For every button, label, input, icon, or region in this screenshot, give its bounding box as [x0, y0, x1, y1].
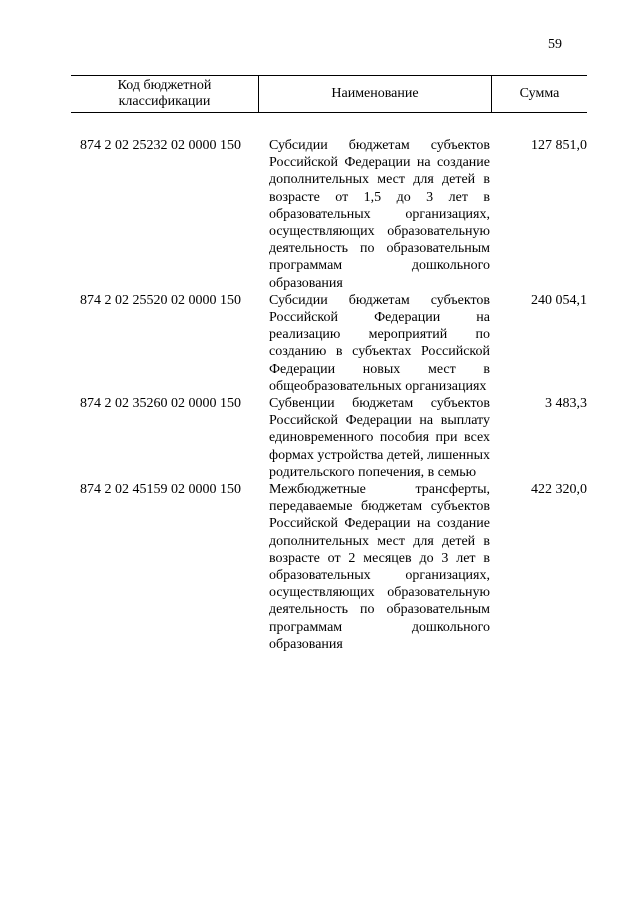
item-sum: 3 483,3: [545, 396, 587, 412]
budget-code: 874 2 02 35260 02 0000 150: [80, 396, 241, 412]
budget-code: 874 2 02 25520 02 0000 150: [80, 292, 241, 308]
item-sum: 127 851,0: [531, 138, 587, 153]
header-budget-code: Код бюджетной классификации: [71, 76, 259, 112]
item-sum: 422 320,0: [531, 482, 587, 498]
item-sum: 240 054,1: [531, 292, 587, 308]
budget-code: 874 2 02 25232 02 0000 150: [80, 138, 241, 153]
table-row: [71, 481, 587, 653]
table-body: [71, 137, 587, 653]
header-name: Наименование: [259, 76, 492, 112]
item-name: Субсидии бюджетам субъектов Российской Федерации на создание дополнительных мест для детей в возрасте от 1,5 до 3 лет в образовательных организациях, осуществляющих образовательную деятельность по образовательным программам дошкольного образования: [269, 138, 490, 291]
page-number: 59: [548, 37, 562, 52]
table-row: [71, 395, 587, 481]
item-name: Субвенции бюджетам субъектов Российской Федерации на выплату единовременного пособия при всех формах устройства детей, лишенных родительского попечения, в семью: [269, 396, 490, 480]
table-row: [71, 137, 587, 292]
budget-code: 874 2 02 45159 02 0000 150: [80, 482, 241, 498]
item-name: Межбюджетные трансферты, передаваемые бюджетам субъектов Российской Федерации на создание дополнительных мест для детей в возрасте от 2 месяцев до 3 лет в образовательных организациях, осуществляющих образовательную деятельность по образовательным программам дошкольного образования: [269, 482, 490, 652]
budget-table: [71, 75, 587, 652]
item-name: Субсидии бюджетам субъектов Российской Федерации на реализацию мероприятий по созданию в субъектах Российской Федерации новых мест в общеобразовательных организациях: [269, 292, 490, 394]
table-row: [71, 292, 587, 395]
table-header: [71, 75, 587, 113]
header-sum: Сумма: [519, 86, 560, 101]
